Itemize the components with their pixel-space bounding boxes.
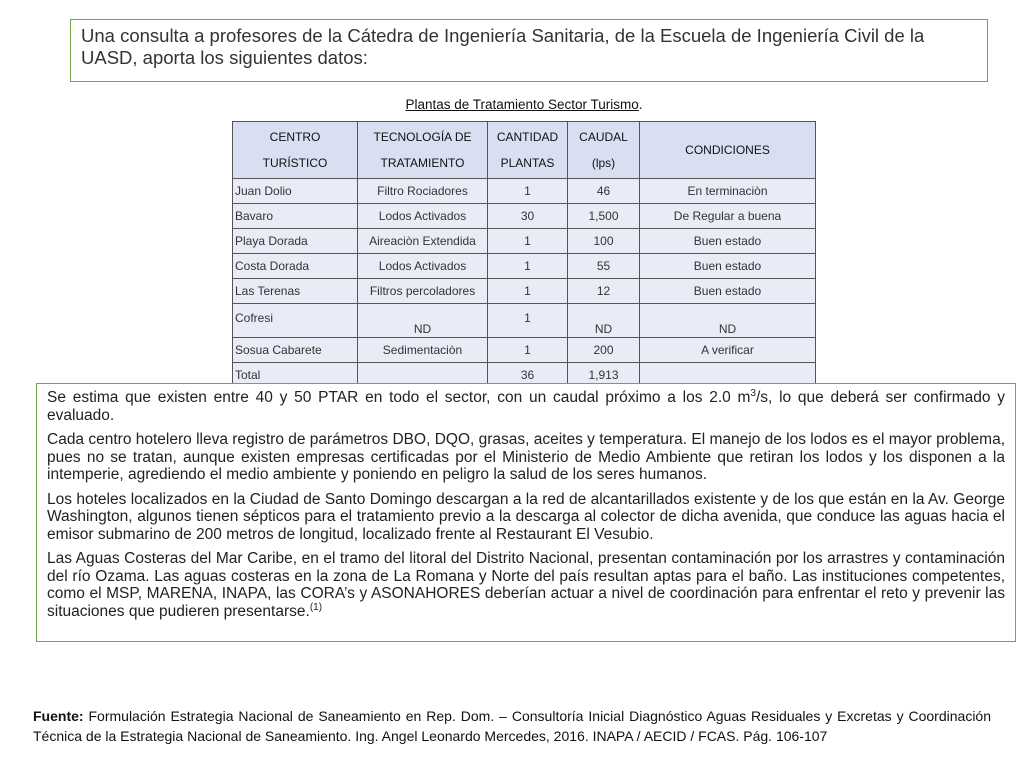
cell-tecnologia: Aireaciòn Extendida [358,229,488,254]
cell-condiciones: ND [640,304,816,338]
cell-cantidad: 1 [488,179,568,204]
header-caudal [568,122,640,179]
intro-box [70,19,988,82]
cell-tecnologia: Sedimentaciòn [358,338,488,363]
header-condiciones-text: CONDICIONES [685,143,770,157]
cell-tecnologia: Lodos Activados [358,254,488,279]
cell-cantidad: 1 [488,304,568,338]
cell-caudal: 200 [568,338,640,363]
table-row [233,304,816,338]
header-cantidad [488,122,568,179]
table-header-row [233,122,816,179]
cell-condiciones: De Regular a buena [640,204,816,229]
source-text-b: Ing. Angel Leonardo Mercedes, 2016. INAPA / AECID / FCAS. Pág. 106-107 [355,728,828,744]
note-p1-text-a: Se estima que existen entre 40 y 50 PTAR en todo el sector, con un caudal próximo a los 2.0 m [47,389,751,406]
header-centro-line1: CENTRO [269,130,321,144]
cell-caudal: 100 [568,229,640,254]
table-title-text: Plantas de Tratamiento Sector Turismo [405,97,639,112]
cell-condiciones: En terminaciòn [640,179,816,204]
cell-caudal: ND [568,304,640,338]
cell-caudal: 12 [568,279,640,304]
note-paragraph-1 [47,389,1005,424]
cell-centro: Bavaro [233,204,358,229]
cell-condiciones: Buen estado [640,254,816,279]
header-tecnologia [358,122,488,179]
header-centro-line2: TURÍSTICO [262,156,328,170]
cell-tecnologia: Filtros percoladores [358,279,488,304]
note-p1-superscript: 3 [750,387,756,399]
cell-cantidad: 1 [488,279,568,304]
header-tec-line2: TRATAMIENTO [380,156,465,170]
source-label: Fuente: [33,708,84,724]
cell-centro: Cofresi [233,304,358,338]
cell-centro: Playa Dorada [233,229,358,254]
cell-centro: Costa Dorada [233,254,358,279]
table-row [233,229,816,254]
header-centro [233,122,358,179]
cell-centro: Sosua Cabarete [233,338,358,363]
note-p4-footnote-ref: (1) [309,601,323,613]
cell-cantidad: 30 [488,204,568,229]
cell-cantidad: 1 [488,229,568,254]
cell-caudal: 55 [568,254,640,279]
cell-cantidad: 36 [488,363,568,388]
header-cant-line1: CANTIDAD [496,130,559,144]
header-caudal-line2: (lps) [591,156,616,170]
cell-caudal: 1,913 [568,363,640,388]
table-title-dot: . [638,97,643,112]
note-paragraph-2: Cada centro hotelero lleva registro de parámetros DBO, DQO, grasas, aceites y temperatura. El manejo de los lodos es el mayor problema, pues no se tratan, aunque existen empresas certificadas por el Ministerio de Medio Ambiente que retiran los lodos y los disponen a la intemperie, agrediendo el medio ambiente y poniendo en peligro la salud de los seres humanos. [47,431,1006,483]
cell-caudal: 46 [568,179,640,204]
table-row [233,254,816,279]
table-row [233,338,816,363]
notes-box [36,383,1016,642]
source-citation [33,706,991,746]
table-row [233,204,816,229]
cell-caudal: 1,500 [568,204,640,229]
table-title [232,97,816,112]
cell-tecnologia: Filtro Rociadores [358,179,488,204]
plants-table [232,121,816,388]
note-paragraph-3: Los hoteles localizados en la Ciudad de Santo Domingo descargan a la red de alcantarillados existente y de los que están en la Av. George Washington, algunos tienen sépticos para el tratamiento previo a la descarga al colector de dicha avenida, que conduce las aguas hacia el emisor submarino de 200 metros de longitud, localizado frente al Restaurant El Vesubio. [47,490,1005,543]
header-cant-line2: PLANTAS [500,156,555,170]
cell-cantidad: 1 [488,338,568,363]
cell-tecnologia: Lodos Activados [358,204,488,229]
cell-condiciones: Buen estado [640,229,816,254]
intro-text: Una consulta a profesores de la Cátedra de Ingeniería Sanitaria, de la Escuela de Ingeniería Civil de la UASD, aporta los siguientes datos: [81,25,925,68]
source-text-a: Formulación Estrategia Nacional de Saneamiento en Rep. Dom. – Consultoría Inicial Diagnóstico Aguas Residuales y Excretas y Coordinación Técnica de la Estrategia Nacional de Saneamiento. [33,708,991,744]
cell-centro: Total [233,363,358,388]
note-p4-text: Las Aguas Costeras del Mar Caribe, en el tramo del litoral del Distrito Nacional, presentan contaminación por los arrastres y contaminación del río Ozama. Las aguas costeras en la zona de La Romana y Norte del país resultan aptas para el baño. Las instituciones competentes, como el MSP, MARENA, INAPA, las CORA’s y ASONAHORES deberían actuar a nivel de coordinación para enfrentar el reto y prevenir las situaciones que pudieren presentarse. [47,550,1005,620]
header-tec-line1: TECNOLOGÍA DE [373,130,472,144]
note-p1-text-b: /s, lo que deberá ser confirmado y evaluado. [47,389,1005,424]
cell-condiciones: A verificar [640,338,816,363]
cell-condiciones: Buen estado [640,279,816,304]
cell-cantidad: 1 [488,254,568,279]
header-condiciones [640,122,816,179]
note-paragraph-4 [47,550,1005,620]
cell-tecnologia: ND [358,304,488,338]
cell-centro: Juan Dolio [233,179,358,204]
table-row [233,179,816,204]
cell-centro: Las Terenas [233,279,358,304]
table-row [233,279,816,304]
header-caudal-line1: CAUDAL [579,130,628,144]
